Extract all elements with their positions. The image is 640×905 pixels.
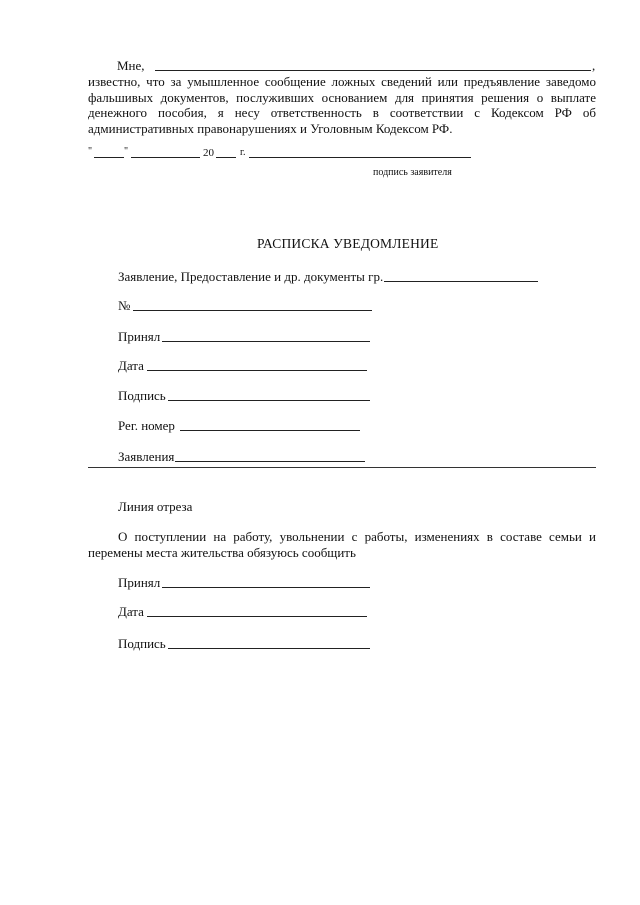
date-label: Дата	[118, 358, 144, 373]
cutline-signature-line[interactable]	[168, 648, 370, 649]
receipt-title: РАСПИСКА УВЕДОМЛЕНИЕ	[257, 236, 439, 251]
cutline-accepted-line[interactable]	[162, 587, 370, 588]
documents-label: Заявление, Предоставление и др. документы гр.	[118, 269, 384, 284]
date-year-suffix: г.	[240, 147, 246, 158]
cutline-notice: О поступлении на работу, увольнении с работы, изменениях в составе семьи и перемены места жительства обязуюсь сообщить	[88, 529, 596, 560]
date-line[interactable]	[147, 370, 367, 371]
signature-label: Подпись	[118, 388, 166, 403]
statement-prefix: Мне,	[117, 58, 145, 73]
number-line[interactable]	[133, 310, 372, 311]
reg-number-label: Рег. номер	[118, 418, 175, 433]
documents-citizen-line[interactable]	[384, 281, 538, 282]
cutline-accepted-label: Принял	[118, 575, 161, 590]
statement-trailing-comma: ,	[592, 58, 596, 73]
cutline-date-line[interactable]	[147, 616, 367, 617]
cut-separator	[88, 467, 596, 468]
date-year-prefix: 20	[203, 147, 214, 159]
applications-label: Заявления	[118, 449, 175, 464]
signature-line[interactable]	[168, 400, 370, 401]
cutline-label: Линия отреза	[118, 499, 193, 514]
applicant-signature-line[interactable]	[249, 157, 471, 158]
accepted-label: Принял	[118, 329, 161, 344]
date-open-quote: "	[88, 146, 93, 157]
date-day-line[interactable]	[94, 157, 124, 158]
date-year-line[interactable]	[216, 157, 236, 158]
applications-line[interactable]	[175, 461, 365, 462]
date-close-quote: "	[124, 146, 129, 157]
reg-number-line[interactable]	[180, 430, 360, 431]
cutline-signature-label: Подпись	[118, 636, 166, 651]
applicant-name-line[interactable]	[155, 70, 591, 71]
cutline-date-label: Дата	[118, 604, 144, 619]
accepted-line[interactable]	[162, 341, 370, 342]
statement-body: известно, что за умышленное сообщение ложных сведений или предъявление заведомо фальшивых документов, послуживших основанием для принятия решения о выплате денежного пособия, я несу ответственность в соответствии с Кодексом РФ об административных правонарушениях и Уголовным Кодексом РФ.	[88, 74, 596, 136]
signature-caption: подпись заявителя	[373, 167, 452, 178]
number-label: №	[118, 298, 131, 313]
date-month-line[interactable]	[131, 157, 200, 158]
